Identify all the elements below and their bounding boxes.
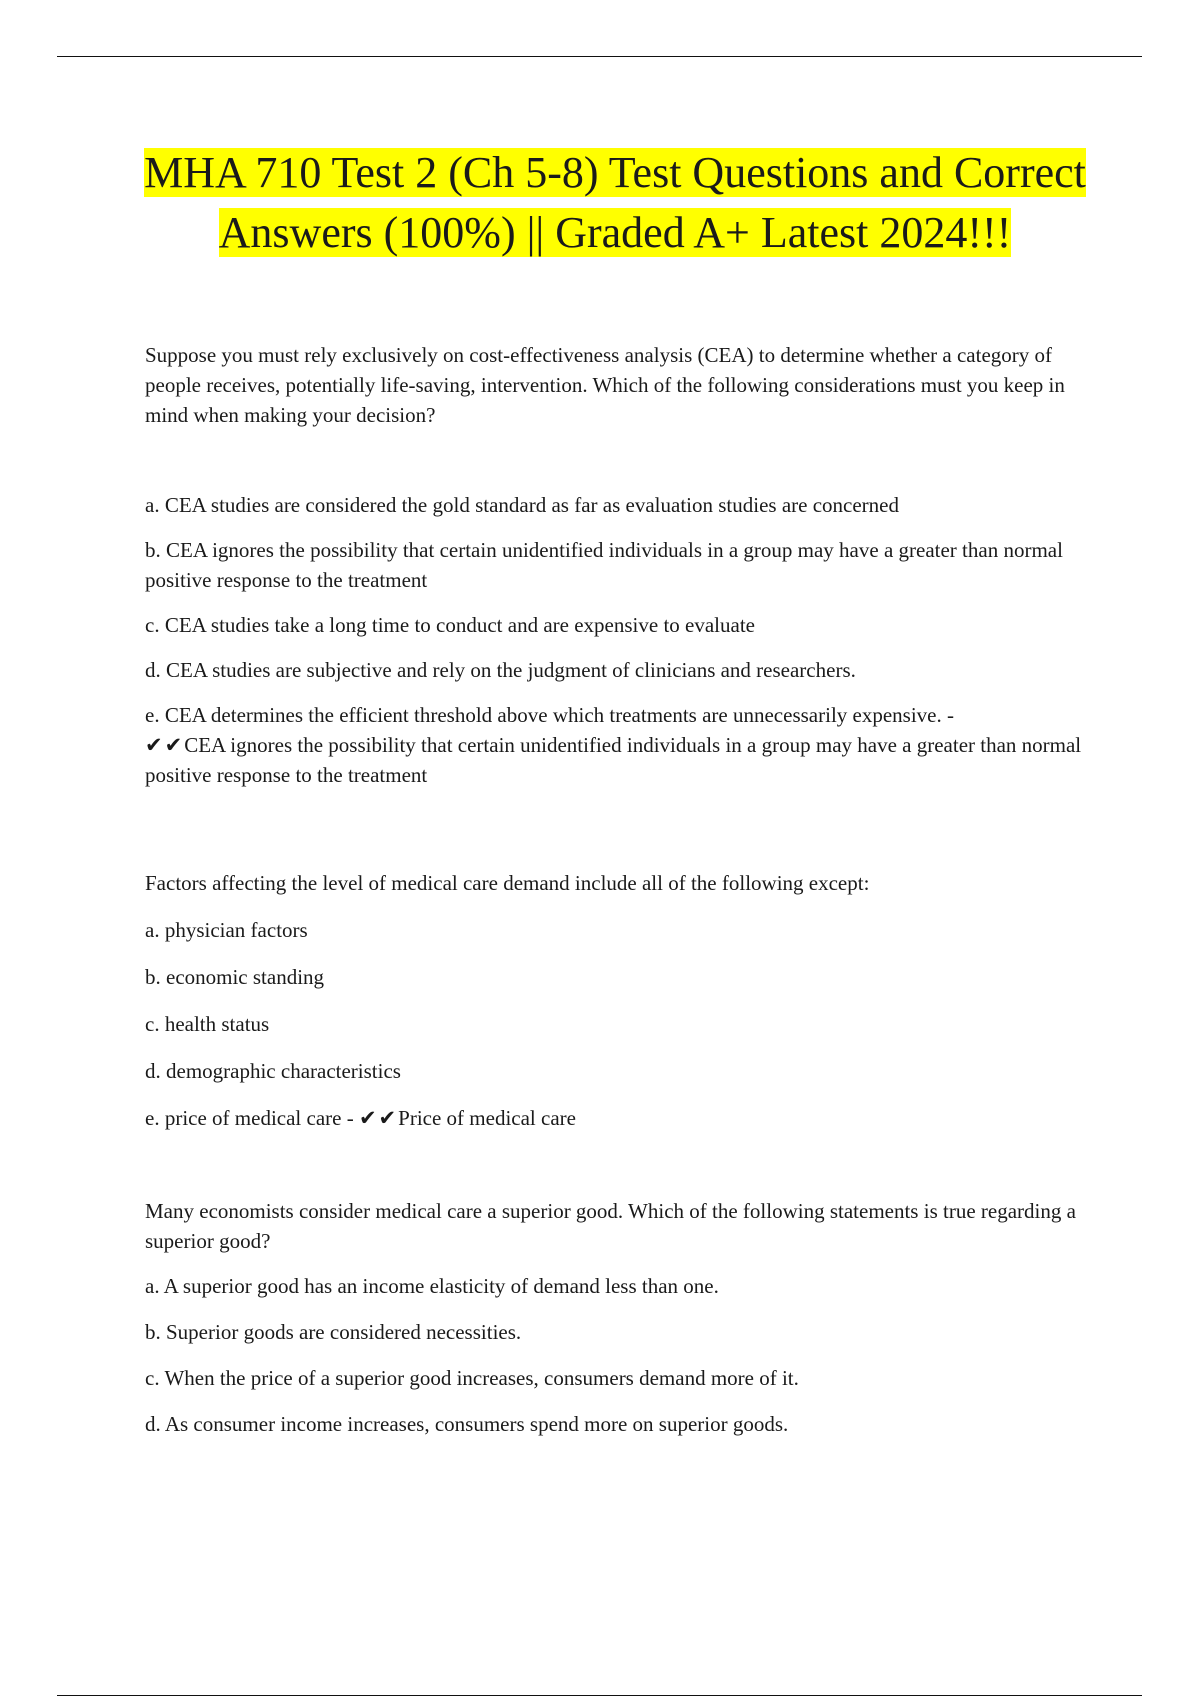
question-2-option-e-text: e. price of medical care - <box>145 1106 354 1130</box>
question-2-option-a: a. physician factors <box>145 918 308 942</box>
question-1-answer: CEA ignores the possibility that certain unidentified individuals in a group may have a greater than normal positive response to the treatment <box>145 733 1082 787</box>
question-1-option-a: a. CEA studies are considered the gold standard as far as evaluation studies are concerned <box>145 493 899 517</box>
question-2-option-e <box>145 1103 1090 1133</box>
check-icon: ✔✔ <box>358 1106 399 1130</box>
question-1-option-b: b. CEA ignores the possibility that certain unidentified individuals in a group may have a greater than normal positive response to the treatment <box>145 538 1063 592</box>
question-3-text: Many economists consider medical care a superior good. Which of the following statements is true regarding a superior good? <box>145 1199 1076 1253</box>
question-1-text: Suppose you must rely exclusively on cost-effectiveness analysis (CEA) to determine whether a category of people receives, potentially life-saving, intervention. Which of the following considerations must you keep in mind when making your decision? <box>145 343 1065 427</box>
document-title <box>140 143 1090 263</box>
title-highlight: MHA 710 Test 2 (Ch 5-8) Test Questions and Correct Answers (100%) || Graded A+ Latest 2024!!! <box>144 148 1086 257</box>
top-rule <box>57 56 1142 57</box>
question-2-answer: Price of medical care <box>398 1106 576 1130</box>
check-icon: ✔✔ <box>145 733 185 757</box>
question-3-option-c: c. When the price of a superior good increases, consumers demand more of it. <box>145 1366 799 1390</box>
question-1-option-e <box>145 700 1090 790</box>
question-2-text: Factors affecting the level of medical care demand include all of the following except: <box>145 871 870 895</box>
question-2-option-c: c. health status <box>145 1012 270 1036</box>
question-1-option-e-text: e. CEA determines the efficient threshold above which treatments are unnecessarily expensive. - <box>145 703 954 727</box>
question-2-option-d: d. demographic characteristics <box>145 1059 401 1083</box>
question-1-option-d: d. CEA studies are subjective and rely on the judgment of clinicians and researchers. <box>145 658 856 682</box>
document-body <box>145 340 1090 1439</box>
question-2-option-b: b. economic standing <box>145 965 325 989</box>
bottom-rule <box>57 1695 1142 1696</box>
question-3-option-a: a. A superior good has an income elasticity of demand less than one. <box>145 1274 719 1298</box>
question-1-option-c: c. CEA studies take a long time to conduct and are expensive to evaluate <box>145 613 755 637</box>
question-3-option-d: d. As consumer income increases, consumers spend more on superior goods. <box>145 1412 789 1436</box>
question-3-option-b: b. Superior goods are considered necessities. <box>145 1320 522 1344</box>
